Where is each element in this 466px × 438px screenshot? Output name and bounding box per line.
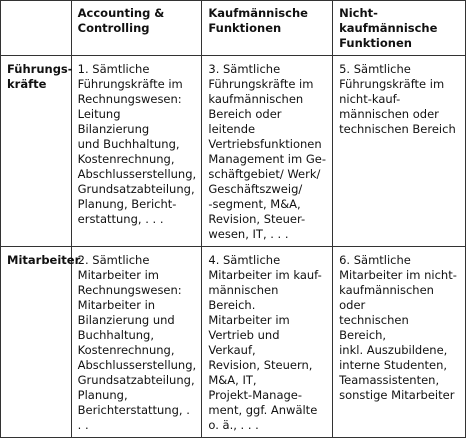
header-nicht-kaufmaennische-funktionen: Nicht- kaufmännische Funktionen [333,1,466,56]
table-row-mitarbeiter [1,247,466,438]
cell-5-nicht-kaufmaennisch-fuehrungskraefte: 5. Sämtliche Führungskräfte im nicht-kauf- männischen oder technischen Bereich [333,56,466,247]
header-kaufmaennische-funktionen: Kaufmännische Funktionen [202,1,333,56]
cell-6-nicht-kaufmaennisch-mitarbeiter: 6. Sämtliche Mitarbeiter im nicht- kaufmännischen oder technischen Bereich, inkl. Auszubildene, interne Studenten, Teamassistenten, sonstige Mitarbeiter [333,247,466,438]
cell-4-kaufmaennisch-mitarbeiter: 4. Sämtliche Mitarbeiter im kauf- männischen Bereich. Mitarbeiter im Vertrieb und Verkauf, Revision, Steuern, M&A, IT, Projekt-Manage- ment, ggf. Anwälte o. ä., . . . [202,247,333,438]
cell-1-accounting-fuehrungskraefte: 1. Sämtliche Führungskräfte im Rechnungswesen: Leitung Bilanzierung und Buchhaltung, Kostenrechnung, Abschlusserstellung, Grundsatzabteilung, Planung, Bericht- erstattung, . . . [71,56,202,247]
cell-3-kaufmaennisch-fuehrungskraefte: 3. Sämtliche Führungskräfte im kaufmännischen Bereich oder leitende Vertriebsfunktionen Management im Ge- schäftgebiet/ Werk/ Geschäftszweig/ -segment, M&A, Revision, Steuer- wesen, IT, . . . [202,56,333,247]
header-accounting-controlling: Accounting & Controlling [71,1,202,56]
header-corner-cell [1,1,72,56]
cell-2-accounting-mitarbeiter: 2. Sämtliche Mitarbeiter im Rechnungswesen: Mitarbeiter in Bilanzierung und Buchhaltung, Kostenrechnung, Abschlusserstellung, Grundsatzabteilung, Planung, Berichterstattung, . . . [71,247,202,438]
header-row [1,1,466,56]
row-label-fuehrungskraefte: Führungs- kräfte [1,56,72,247]
row-label-mitarbeiter: Mitarbeiter [1,247,72,438]
table-row-fuehrungskraefte [1,56,466,247]
